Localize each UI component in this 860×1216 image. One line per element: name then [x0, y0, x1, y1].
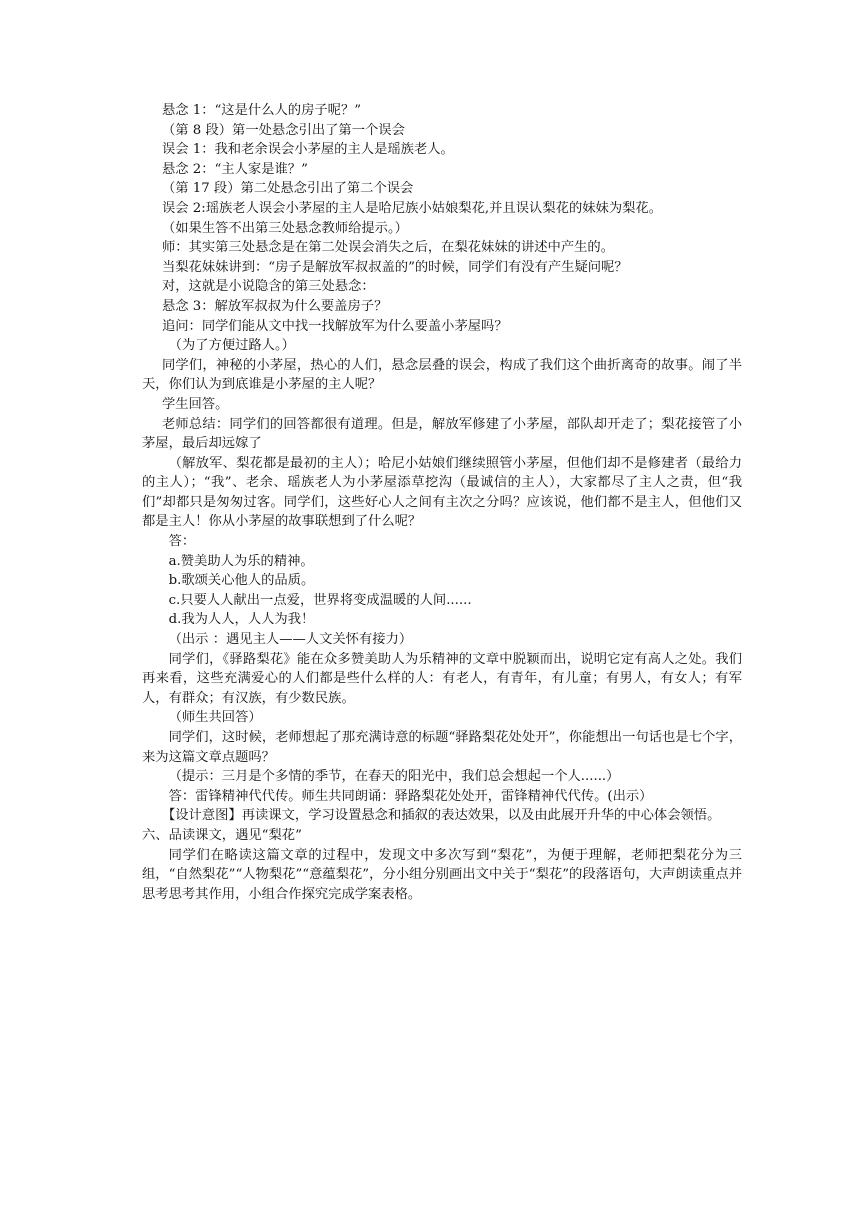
paragraph: b.歌颂关心他人的品质。 [168, 573, 315, 589]
paragraph: d.我为人人，人人为我！ [168, 612, 315, 628]
paragraph: 悬念 1：“这是什么人的房子呢？” [161, 103, 362, 118]
paragraph: 对，这就是小说隐含的第三处悬念： [161, 279, 375, 295]
paragraph: 当梨花妹妹讲到：“房子是解放军叔叔盖的”的时候，同学们有没有产生疑问呢？ [161, 259, 628, 275]
paragraph: 答： [168, 534, 196, 550]
paragraph: （如果生答不出第三处悬念教师给提示。） [161, 220, 408, 236]
paragraph: 同学们在略读这篇文章的过程中，发现文中多次写到“梨花”，为便于理解，老师把梨花分为三组，“自然梨花”“人物梨花”“意蕴梨花”，分小组分别画出文中关于“梨花”的段落语句，大声朗读重点并思考思考其作用，小组合作探究完成学案表格。 [142, 847, 742, 902]
paragraph: 同学们，《驿路梨花》能在众多赞美助人为乐精神的文章中脱颖而出，说明它定有高人之处。我们再来看，这些充满爱心的人们都是些什么样的人：有老人，有青年，有儿童；有男人，有女人；有军人，有群众；有汉族，有少数民族。 [142, 651, 742, 706]
paragraph: 悬念 2：“主人家是谁？” [161, 161, 308, 177]
paragraph: （出示 ：遇见主人——人文关怀有接力） [168, 632, 413, 648]
paragraph: 【设计意图】再读课文，学习设置悬念和插叙的表达效果，以及由此展开升华的中心体会领悟。 [161, 808, 721, 824]
paragraph: 追问：同学们能从文中找一找解放军为什么要盖小茅屋吗？ [161, 318, 508, 334]
paragraph: 答：雷锋精神代代传。师生共同朗诵：驿路梨花处处开，雷锋精神代代传。(出示） [168, 788, 653, 804]
paragraph: 老师总结：同学们的回答都很有道理。但是，解放军修建了小茅屋，部队却开走了；梨花接管了小茅屋，最后却远嫁了 [142, 416, 742, 452]
paragraph: a.赞美助人为乐的精神。 [168, 553, 314, 569]
paragraph: 同学们，这时候，老师想起了那充满诗意的标题“驿路梨花处处开”，你能想出一句话也是七个字，来为这篇文章点题吗？ [142, 730, 742, 765]
paragraph: 悬念 3：解放军叔叔为什么要盖房子？ [161, 298, 388, 314]
paragraph: 同学们，神秘的小茅屋，热心的人们，悬念层叠的误会，构成了我们这个曲折离奇的故事。闹了半天，你们认为到底谁是小茅屋的主人呢？ [142, 357, 742, 393]
paragraph: c.只要人人献出一点爱，世界将变成温暖的人间...... [168, 592, 472, 608]
document-body [142, 101, 742, 904]
section-heading: 六、品读课文，遇见“梨花” [142, 827, 302, 843]
paragraph: （第 17 段）第二处悬念引出了第二个误会 [161, 181, 414, 197]
paragraph: 师：其实第三处悬念是在第二处误会消失之后，在梨花妹妹的讲述中产生的。 [161, 240, 615, 256]
paragraph: （解放军、梨花都是最初的主人）；哈尼小姑娘们继续照管小茅屋，但他们却不是修建者（最给力的主人）；“我”、老余、瑶族老人为小茅屋添草挖沟（最诚信的主人），大家都尽了主人之责，但“我们”却都只是匆匆过客。同学们，这些好心人之间有主次之分吗？应该说，他们都不是主人，但他们又都是主人！你从小茅屋的故事联想到了什么呢？ [142, 455, 742, 530]
paragraph: （为了方便过路人。） [168, 338, 295, 354]
paragraph: 误会 2:瑶族老人误会小茅屋的主人是哈尼族小姑娘梨花,并且误认梨花的妹妹为梨花。 [161, 200, 663, 216]
paragraph: 学生回答。 [161, 396, 229, 412]
paragraph: 误会 1：我和老余误会小茅屋的主人是瑶族老人。 [161, 142, 454, 158]
paragraph: （第 8 段）第一处悬念引出了第一个误会 [161, 122, 405, 138]
paragraph: （提示：三月是个多情的季节，在春天的阳光中，我们总会想起一个人......） [168, 769, 620, 785]
paragraph: （师生共回答） [168, 710, 262, 726]
